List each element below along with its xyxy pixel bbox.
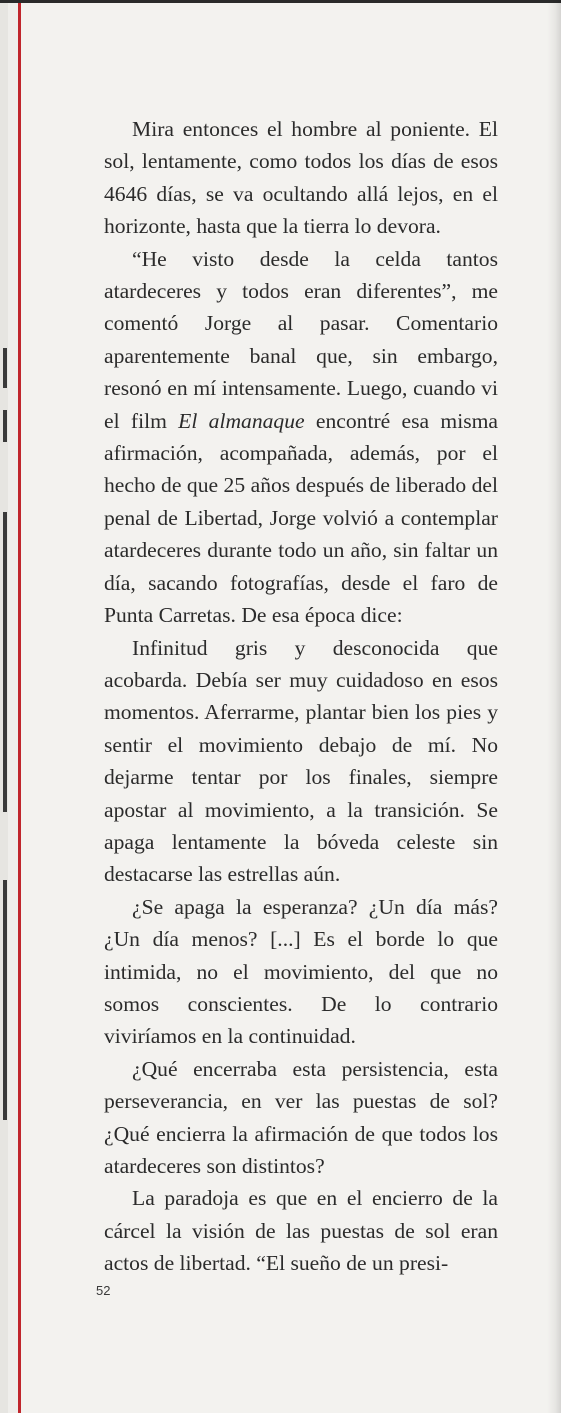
paragraph: Mira entonces el hombre al poniente. El sol, lentamente, como todos los días de esos 4646 días, se va ocultando allá lejos, en el horizonte, hasta que la tierra lo devora. xyxy=(104,117,498,239)
film-title: El almanaque xyxy=(178,408,305,433)
paragraph: ¿Qué encerraba esta persistencia, esta perseverancia, en ver las puestas de sol? ¿Qué encierra la afirmación de que todos los atardeceres son distintos? xyxy=(104,1056,498,1178)
paragraph-text: encontré esa misma afirmación, acompañada, además, por el hecho de que 25 años después de liberado del penal de Libertad, Jorge volvió a contemplar atardeceres durante todo un año, sin faltar un día, sacando fotografías, desde el faro de Punta Carretas. De esa época dice: xyxy=(104,408,498,628)
paragraph: La paradoja es que en el encierro de la cárcel la visión de las puestas de sol eran actos de libertad. “El sueño de un presi- xyxy=(104,1186,498,1276)
spine-mark xyxy=(3,348,7,388)
spine-mark xyxy=(3,512,7,812)
top-edge-bar xyxy=(0,0,561,3)
page-number: 52 xyxy=(96,1283,111,1298)
red-margin-rule xyxy=(18,0,21,1413)
paragraph xyxy=(104,243,498,632)
quote-paragraph: Infinitud gris y desconocida que acobarda. Debía ser muy cuidadoso en esos momentos. Aferrarme, plantar bien los pies y sentir el movimiento debajo de mí. No dejarme tentar por los finales, siempre apostar al movimiento, a la transición. Se apaga lentamente la bóveda celeste sin destacarse las estrellas aún. xyxy=(104,635,498,887)
paragraph-text: “He visto desde la celda tantos atardeceres y todos eran diferentes”, me comentó Jorge al pasar. Comentario aparentemente banal que, sin embargo, resonó en mí intensamente. Luego, cuando vi el film xyxy=(104,246,498,433)
quote-paragraph: ¿Se apaga la esperanza? ¿Un día más? ¿Un día menos? [...] Es el borde lo que intimida, no el movimiento, del que no somos conscientes. De lo contrario viviríamos en la continuidad. xyxy=(104,894,498,1049)
right-edge-shadow xyxy=(547,0,561,1413)
body-text xyxy=(104,113,498,1280)
spine-mark xyxy=(3,880,7,1120)
spine-mark xyxy=(3,410,7,442)
left-margin-strip xyxy=(8,0,18,1413)
